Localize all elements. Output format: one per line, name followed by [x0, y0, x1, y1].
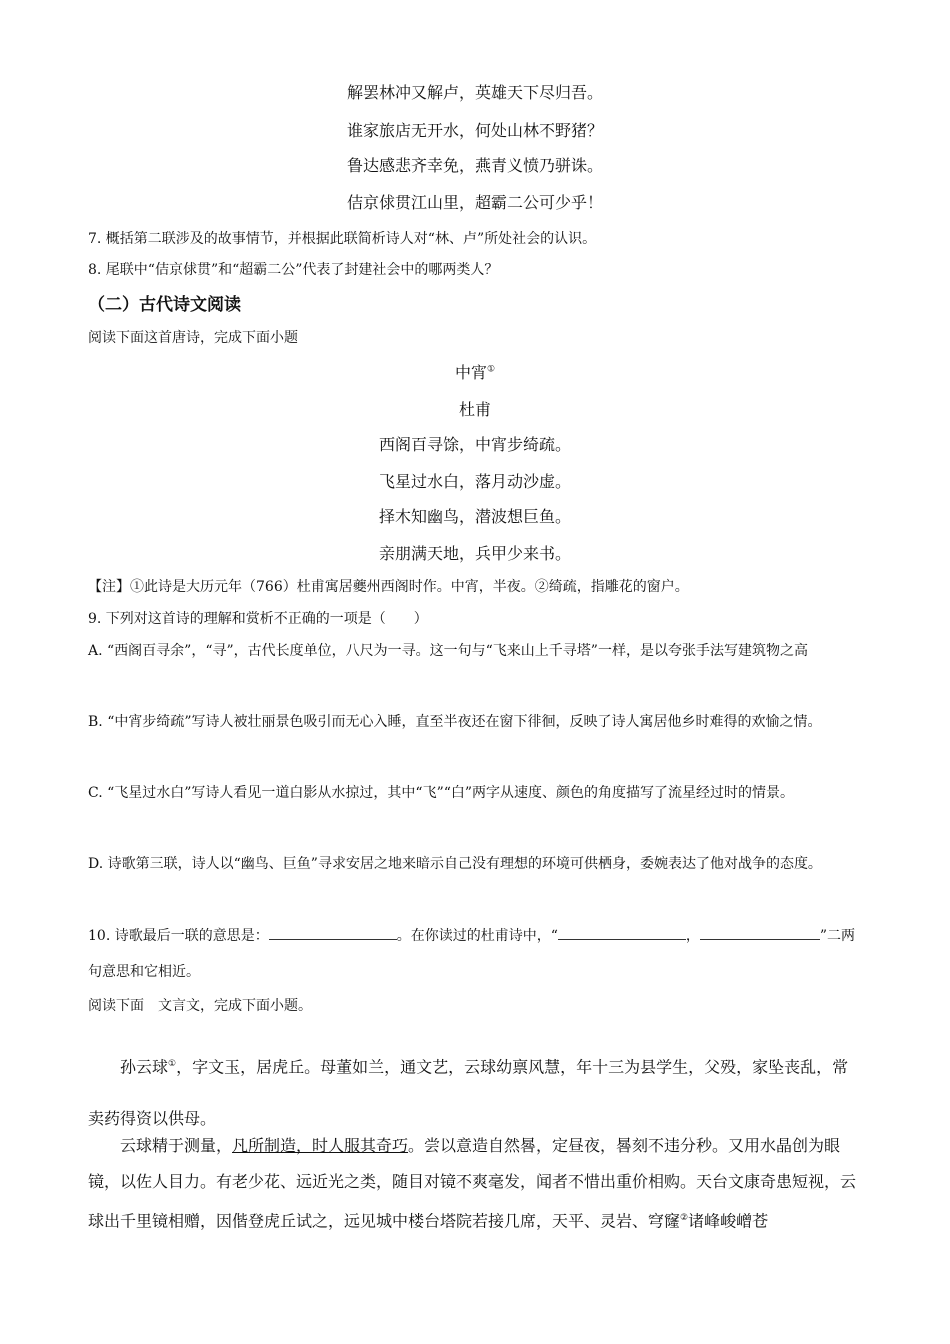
poem2-line-2: 飞星过水白，落月动沙虚。 [378, 472, 571, 491]
question-10-part2: 。在你读过的杜甫诗中，“ [396, 928, 558, 944]
answer-blank-3-cont[interactable] [784, 925, 820, 940]
question-10 [88, 918, 860, 990]
prose-underlined-sentence: 凡所制造，时人服其奇巧 [232, 1136, 409, 1155]
prose-intro: 阅读下面 文言文，完成下面小题。 [88, 998, 312, 1014]
question-9-option-b: B. “中宵步绮疏”写诗人被壮丽景色吸引而无心入睡，直至半夜还在窗下徘徊，反映了诗人寓居他乡时难得的欢愉之情。 [88, 714, 822, 730]
poem-author: 杜甫 [458, 400, 491, 419]
answer-blank-3[interactable] [700, 925, 784, 940]
prose-paragraph-2 [88, 1128, 864, 1239]
poem-title [0, 360, 950, 383]
answer-blank-2[interactable] [558, 925, 686, 940]
poem1-line-1: 解罢林冲又解卢，英雄天下尽归吾。 [346, 83, 603, 102]
answer-blank-1[interactable] [269, 925, 397, 940]
poem2-line-1: 西阁百寻馀，中宵步绮疏。 [378, 435, 571, 454]
question-7: 7. 概括第二联涉及的故事情节，并根据此联简析诗人对“林、卢”所处社会的认识。 [88, 231, 597, 247]
prose-footnote-1: ① [168, 1059, 177, 1069]
question-10-part4: ”二两句意思和它相近。 [88, 928, 856, 980]
poem1-line-3: 鲁达感悲齐幸免，燕青义愤乃骈诛。 [346, 156, 603, 175]
section-heading: （二）古代诗文阅读 [88, 295, 241, 315]
question-9-stem: 9. 下列对这首诗的理解和赏析不正确的一项是（ ） [88, 611, 428, 627]
poem1-line-4: 佶京俅贯江山里，超霸二公可少乎！ [346, 193, 603, 212]
poem1-line-2: 谁家旅店无开水，何处山林不野猪？ [346, 121, 603, 140]
footnote-mark: ① [486, 364, 496, 375]
prose-p1-a: 孙云球 [120, 1057, 169, 1077]
section-intro: 阅读下面这首唐诗，完成下面小题 [88, 330, 298, 346]
question-8: 8. 尾联中“佶京俅贯”和“超霸二公”代表了封建社会中的哪两类人？ [88, 262, 499, 278]
poem2-line-3: 择木知幽鸟，潜波想巨鱼。 [378, 507, 571, 526]
prose-footnote-2: ② [680, 1213, 689, 1223]
question-10-part1: 10. 诗歌最后一联的意思是： [88, 928, 269, 944]
prose-p2-c: 诸峰峻嶒苍 [688, 1211, 769, 1231]
question-9-option-c: C. “飞星过水白”写诗人看见一道白影从水掠过，其中“飞”“白”两字从速度、颜色的角度描写了流星经过时的情景。 [88, 785, 795, 801]
poem-title-text: 中宵 [454, 363, 487, 382]
prose-p1-b: ，字文玉，居虎丘。母董如兰，通文艺，云球幼禀风慧，年十三为县学生，父殁，家坠丧乱，常卖药得资以供母。 [88, 1057, 849, 1129]
prose-p2-a: 云球精于测量， [120, 1136, 233, 1155]
question-9-option-d: D. 诗歌第三联，诗人以“幽鸟、巨鱼”寻求安居之地来暗示自己没有理想的环境可供栖身，委婉表达了他对战争的态度。 [88, 856, 822, 872]
question-10-part3: ， [685, 928, 700, 944]
prose-p2-b: 。尝以意造自然晷，定昼夜，晷刻不违分秒。又用水晶创为眼镜，以佐人目力。有老少花、远近光之类，随目对镜不爽毫发，闻者不惜出重价相购。天台文康奇患短视，云球出千里镜相赠，因偕登虎丘试之，远见城中楼台塔院若接几席，天平、灵岩、穹窿 [88, 1136, 857, 1231]
question-9-option-a: A. “西阁百寻余”，“寻”，古代长度单位，八尺为一寻。这一句与“飞来山上千寻塔”一样，是以夸张手法写建筑物之高 [88, 643, 808, 659]
poem-note: 【注】①此诗是大历元年（766）杜甫寓居夔州西阁时作。中宵，半夜。②绮疏，指雕花的窗户。 [88, 579, 689, 595]
poem2-line-4: 亲朋满天地，兵甲少来书。 [378, 544, 571, 563]
